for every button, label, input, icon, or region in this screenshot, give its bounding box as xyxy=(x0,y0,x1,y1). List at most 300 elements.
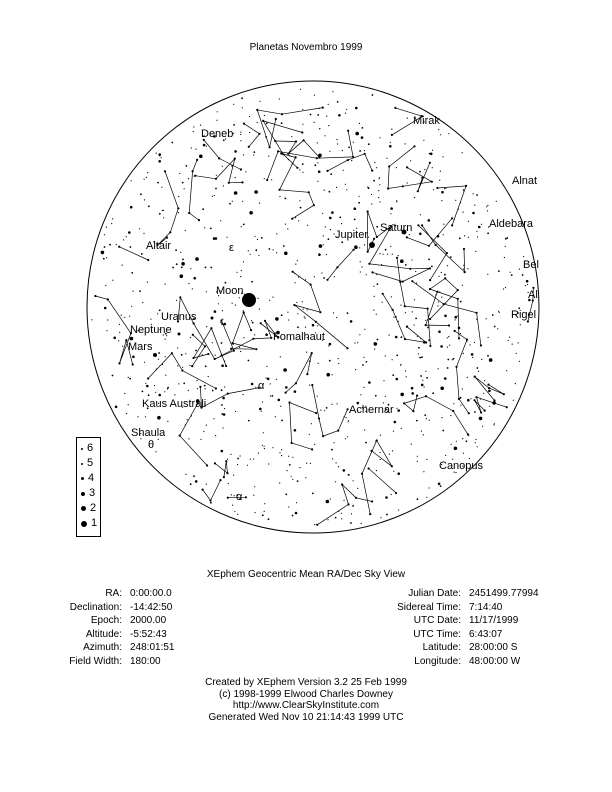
star xyxy=(326,116,327,117)
legend-dot xyxy=(81,506,86,511)
star xyxy=(161,157,162,158)
credits-block xyxy=(0,677,612,723)
star xyxy=(350,320,353,323)
star xyxy=(426,497,427,498)
star xyxy=(210,267,212,269)
star xyxy=(305,279,306,280)
star xyxy=(240,132,241,133)
star xyxy=(459,237,461,239)
constellation-star xyxy=(367,251,369,253)
label-kaus-australis: Kaus Australi xyxy=(142,398,207,410)
info-row-ra xyxy=(0,587,175,601)
star xyxy=(425,371,426,372)
star xyxy=(411,259,412,260)
star xyxy=(515,383,516,384)
star xyxy=(390,207,393,210)
star xyxy=(276,379,277,380)
info-value: 48:00:00 W xyxy=(469,655,521,667)
star xyxy=(307,309,308,310)
star xyxy=(460,397,462,399)
star xyxy=(400,259,404,263)
star xyxy=(210,502,212,504)
star xyxy=(292,457,293,458)
constellation-star xyxy=(262,120,264,122)
star xyxy=(336,139,337,140)
constellation-star xyxy=(245,496,247,498)
star xyxy=(329,151,330,152)
info-row-utc-time xyxy=(351,628,539,642)
star xyxy=(188,283,189,284)
star xyxy=(354,245,358,249)
constellation-star xyxy=(274,140,276,142)
star xyxy=(487,232,489,234)
constellation-star xyxy=(192,334,194,336)
constellation-star xyxy=(446,252,448,254)
constellation-star xyxy=(403,402,405,404)
star xyxy=(477,446,478,447)
star xyxy=(304,316,305,317)
constellation-star xyxy=(166,237,168,239)
star xyxy=(522,274,524,276)
star xyxy=(116,244,117,245)
constellation-star xyxy=(475,396,477,398)
constellation-line xyxy=(475,397,507,412)
star xyxy=(190,483,192,485)
star xyxy=(232,505,233,506)
star xyxy=(325,226,326,227)
star xyxy=(462,388,463,389)
star xyxy=(281,122,283,124)
info-row-azimuth xyxy=(0,641,175,655)
star xyxy=(312,324,315,327)
info-row-declination xyxy=(0,601,175,615)
star xyxy=(253,154,254,155)
star xyxy=(131,306,132,307)
star xyxy=(332,374,333,375)
star xyxy=(241,270,242,271)
star xyxy=(234,191,238,195)
star xyxy=(188,178,189,179)
star xyxy=(289,464,291,466)
constellation-line xyxy=(407,218,452,246)
star xyxy=(422,380,423,381)
star xyxy=(302,163,304,165)
star xyxy=(328,238,330,240)
star xyxy=(328,345,329,346)
star xyxy=(156,153,157,154)
star xyxy=(275,416,276,417)
constellation-star xyxy=(355,497,357,499)
constellation-star xyxy=(228,182,230,184)
star xyxy=(317,162,318,163)
label-al: Al xyxy=(528,289,538,301)
constellation-star xyxy=(457,289,459,291)
star xyxy=(225,282,227,284)
star xyxy=(448,336,449,337)
constellation-line xyxy=(244,124,260,147)
info-label: Field Width: xyxy=(69,655,122,667)
star xyxy=(368,237,369,238)
constellation-star xyxy=(493,399,495,401)
star xyxy=(119,332,120,333)
star xyxy=(353,142,354,143)
star xyxy=(216,175,217,176)
star xyxy=(190,268,191,269)
constellation-star xyxy=(196,159,198,161)
star xyxy=(421,431,422,432)
star xyxy=(337,101,339,103)
star xyxy=(418,353,419,354)
constellation-star xyxy=(341,483,343,485)
star xyxy=(279,98,280,99)
star xyxy=(345,113,346,114)
constellation-star xyxy=(219,479,221,481)
star xyxy=(182,259,184,261)
star xyxy=(232,201,233,202)
legend-row-3 xyxy=(81,487,95,500)
star xyxy=(310,114,312,116)
star xyxy=(243,154,244,155)
star xyxy=(454,447,458,451)
star xyxy=(361,136,364,139)
star xyxy=(281,455,282,456)
star xyxy=(157,182,159,184)
star xyxy=(251,320,252,321)
constellation-star xyxy=(376,236,378,238)
star xyxy=(206,326,207,327)
star xyxy=(345,184,346,185)
star xyxy=(351,513,352,514)
star xyxy=(220,322,221,323)
star xyxy=(479,417,483,421)
star xyxy=(445,455,446,456)
star xyxy=(396,355,398,357)
star xyxy=(463,353,464,354)
star xyxy=(179,173,180,174)
star xyxy=(352,505,354,507)
star xyxy=(373,310,374,311)
star xyxy=(423,434,424,435)
star xyxy=(199,155,203,159)
star xyxy=(146,385,149,388)
jupiter-marker xyxy=(369,242,375,248)
star xyxy=(230,454,231,455)
constellation-star xyxy=(416,395,418,397)
constellation-star xyxy=(225,460,227,462)
star xyxy=(140,193,142,195)
legend-dot xyxy=(81,521,87,527)
star xyxy=(176,300,177,301)
star xyxy=(420,375,422,377)
star xyxy=(132,356,135,359)
star xyxy=(462,285,463,286)
star xyxy=(248,420,250,422)
star xyxy=(281,449,282,450)
view-title: XEphem Geocentric Mean RA/Dec Sky View xyxy=(206,569,406,580)
constellation-star xyxy=(207,353,209,355)
constellation-star xyxy=(474,376,476,378)
star xyxy=(447,337,448,338)
star xyxy=(265,333,268,336)
constellation-star xyxy=(192,357,194,359)
star xyxy=(215,355,216,356)
star xyxy=(154,385,155,386)
star xyxy=(215,435,216,436)
star xyxy=(281,420,283,422)
constellation-star xyxy=(467,433,469,435)
constellation-star xyxy=(421,177,423,179)
star xyxy=(270,383,271,384)
constellation-star xyxy=(480,344,482,346)
star xyxy=(314,524,315,525)
star xyxy=(487,205,488,206)
constellation-line xyxy=(317,485,372,525)
constellation-star xyxy=(179,296,181,298)
constellation-line xyxy=(369,229,430,282)
info-value: -14:42:50 xyxy=(130,601,173,613)
star xyxy=(174,394,175,395)
star xyxy=(453,403,454,404)
star xyxy=(484,380,485,381)
constellation-star xyxy=(295,382,297,384)
star xyxy=(289,155,290,156)
star xyxy=(401,336,403,338)
constellation-star xyxy=(199,386,201,388)
constellation-line xyxy=(388,146,432,188)
constellation-star xyxy=(417,224,419,226)
star xyxy=(145,383,146,384)
constellation-star xyxy=(94,295,96,297)
star xyxy=(323,235,324,236)
star xyxy=(216,120,217,121)
star xyxy=(420,338,421,339)
star xyxy=(331,211,334,214)
constellation-line xyxy=(280,154,314,219)
info-row-epoch xyxy=(0,614,175,628)
star xyxy=(259,309,260,310)
star xyxy=(448,133,449,134)
star xyxy=(259,101,260,102)
star xyxy=(148,394,150,396)
star xyxy=(257,239,258,240)
star xyxy=(310,463,311,464)
star xyxy=(460,301,462,303)
star xyxy=(224,386,225,387)
constellation-star xyxy=(458,337,460,339)
label-alpha-2: α xyxy=(236,491,243,503)
star xyxy=(360,261,361,262)
star xyxy=(237,514,238,515)
star xyxy=(439,180,440,181)
star xyxy=(343,469,346,472)
star xyxy=(285,224,286,225)
star xyxy=(372,94,374,96)
constellation-star xyxy=(448,324,450,326)
legend-magnitude: 3 xyxy=(89,487,96,499)
star xyxy=(145,416,146,417)
star xyxy=(272,297,273,298)
star xyxy=(435,294,436,295)
star xyxy=(191,147,192,148)
star xyxy=(280,356,281,357)
constellation-star xyxy=(406,166,408,168)
constellation-star xyxy=(220,319,222,321)
star xyxy=(346,109,347,110)
star xyxy=(415,318,417,320)
constellation-star xyxy=(227,497,229,499)
legend-magnitude: 1 xyxy=(91,517,98,529)
constellation-line xyxy=(369,469,397,494)
star xyxy=(346,417,347,418)
constellation-star xyxy=(232,342,234,344)
star xyxy=(421,356,423,358)
star xyxy=(510,272,511,273)
star xyxy=(128,404,129,405)
star xyxy=(222,166,223,167)
star xyxy=(212,342,213,343)
star xyxy=(165,284,166,285)
star xyxy=(190,337,191,338)
star xyxy=(283,245,285,247)
star xyxy=(358,202,360,204)
star xyxy=(163,210,164,211)
star xyxy=(106,227,107,228)
star xyxy=(259,203,260,204)
constellation-star xyxy=(269,146,271,148)
star xyxy=(503,288,504,289)
constellation-star xyxy=(488,387,490,389)
star xyxy=(392,254,393,255)
constellation-star xyxy=(250,329,252,331)
info-label: UTC Date: xyxy=(413,615,461,626)
star xyxy=(318,154,322,158)
star xyxy=(249,132,250,133)
star xyxy=(376,274,377,275)
star xyxy=(297,480,299,482)
star xyxy=(396,201,397,202)
star xyxy=(396,167,397,168)
star xyxy=(366,274,367,275)
star xyxy=(478,226,481,229)
legend-row-1 xyxy=(81,517,97,530)
star xyxy=(258,298,259,299)
star xyxy=(424,169,425,170)
star xyxy=(239,347,240,348)
constellation-star xyxy=(391,134,393,136)
star xyxy=(469,458,470,459)
star xyxy=(428,259,430,261)
star xyxy=(415,271,416,272)
star xyxy=(234,511,235,512)
star xyxy=(270,396,271,397)
star xyxy=(474,205,475,206)
star xyxy=(295,264,296,265)
star xyxy=(307,225,308,226)
info-row-sidereal-time xyxy=(351,601,539,615)
label-epsilon: ε xyxy=(229,242,234,254)
star xyxy=(429,487,430,488)
credits-line: (c) 1998-1999 Elwood Charles Downey xyxy=(219,688,393,700)
star xyxy=(234,150,237,153)
star xyxy=(460,405,461,406)
star xyxy=(250,459,251,460)
star xyxy=(221,342,223,344)
constellation-star xyxy=(301,131,303,133)
star xyxy=(476,367,478,369)
star xyxy=(272,395,274,397)
constellation-star xyxy=(191,365,193,367)
star xyxy=(363,357,364,358)
star xyxy=(215,188,217,190)
star xyxy=(492,314,494,316)
star xyxy=(429,420,430,421)
star xyxy=(264,178,265,179)
star xyxy=(391,129,392,130)
label-mars: Mars xyxy=(128,341,153,353)
star xyxy=(248,250,249,251)
star xyxy=(376,470,377,471)
star xyxy=(144,362,145,363)
star xyxy=(390,142,391,143)
constellation-star xyxy=(457,298,459,300)
star xyxy=(488,390,491,393)
constellation-star xyxy=(402,185,404,187)
star xyxy=(376,167,377,168)
star xyxy=(390,213,391,214)
star xyxy=(416,283,417,284)
star xyxy=(107,319,108,320)
constellation-line xyxy=(312,385,347,436)
star xyxy=(131,180,132,181)
constellation-star xyxy=(252,338,254,340)
constellation-star xyxy=(147,259,149,261)
legend-magnitude: 5 xyxy=(87,457,94,469)
star xyxy=(291,136,292,137)
constellation-star xyxy=(391,465,393,467)
star xyxy=(101,251,105,255)
info-label: Sidereal Time: xyxy=(397,601,461,613)
star xyxy=(445,303,446,304)
star xyxy=(158,153,161,156)
star xyxy=(458,209,459,210)
star xyxy=(208,376,209,377)
star xyxy=(176,263,178,265)
mars-marker xyxy=(153,353,157,357)
star xyxy=(351,160,352,161)
star xyxy=(379,253,380,254)
constellation-star xyxy=(322,107,324,109)
star xyxy=(467,268,468,269)
star xyxy=(382,302,383,303)
star xyxy=(462,152,463,153)
constellation-star xyxy=(295,156,297,158)
star xyxy=(406,376,407,377)
constellation-line xyxy=(362,441,392,515)
star xyxy=(302,109,303,110)
constellation-star xyxy=(326,170,328,172)
star xyxy=(240,134,241,135)
star xyxy=(474,411,476,413)
star xyxy=(254,334,255,335)
info-value: 11/17/1999 xyxy=(469,615,519,626)
star xyxy=(437,235,440,238)
star xyxy=(239,297,240,298)
star xyxy=(276,252,277,253)
star xyxy=(294,273,295,274)
star xyxy=(489,406,490,407)
star xyxy=(334,276,335,277)
star xyxy=(234,495,235,496)
